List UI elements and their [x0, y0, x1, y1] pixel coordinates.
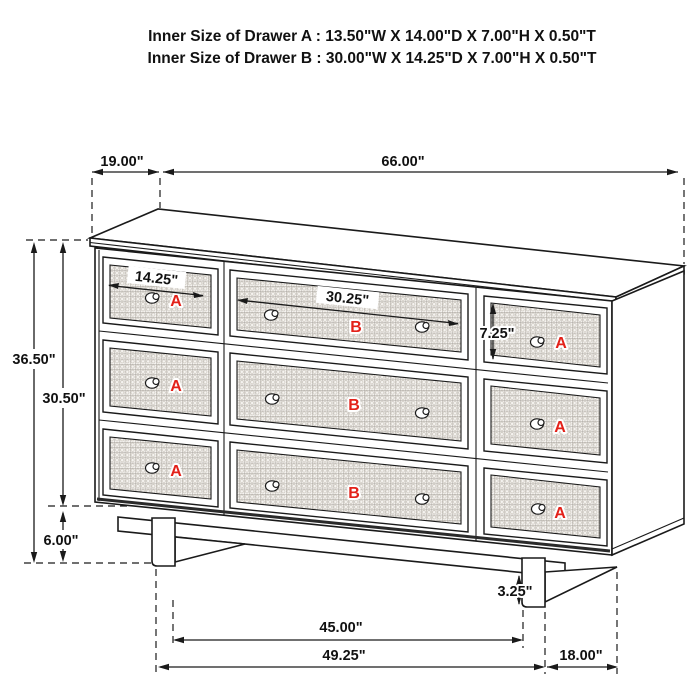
drawer-a-left-middle: [103, 340, 218, 424]
knob-icon: [266, 394, 280, 404]
knob-icon: [531, 419, 545, 429]
knob-icon: [266, 481, 280, 491]
dim-label: 3.25": [497, 584, 533, 600]
dim-label: 7.25": [479, 326, 515, 342]
knob-icon: [265, 310, 279, 320]
dim-label: 30.50": [42, 391, 86, 407]
dim-leg-height-left: [38, 511, 85, 562]
dim-base-inner-width: [173, 620, 523, 643]
knob-icon: [416, 322, 430, 332]
knob-icon: [531, 337, 545, 347]
case-right-side: [612, 271, 684, 555]
dim-label: 19.00": [100, 154, 144, 170]
dim-label: 49.25": [322, 648, 366, 664]
dim-label: 36.50": [12, 352, 56, 368]
dim-label: 18.00": [559, 648, 603, 664]
drawer-a-right-middle: [484, 379, 607, 463]
right-support: [545, 567, 617, 602]
drawer-letter: B: [350, 319, 362, 336]
knob-icon: [146, 463, 160, 473]
dim-case-height: [38, 242, 91, 506]
inner-size-b-text: Inner Size of Drawer B : 30.00"W X 14.25"D X 7.00"H X 0.50"T: [147, 50, 597, 67]
knob-icon: [416, 494, 430, 504]
dim-base-width: [158, 648, 545, 670]
knob-icon: [532, 504, 546, 514]
knob-icon: [146, 378, 160, 388]
inner-size-a-text: Inner Size of Drawer A : 13.50"W X 14.00"D X 7.00"H X 0.50"T: [148, 28, 596, 45]
drawer-letter: A: [170, 463, 182, 480]
drawer-letter: A: [170, 378, 182, 395]
drawer-a-left-bottom: [103, 429, 218, 507]
drawer-letter: A: [554, 505, 566, 522]
dim-label: 14.25": [134, 268, 179, 290]
dim-label: 6.00": [43, 533, 79, 549]
knob-icon: [416, 408, 430, 418]
drawer-letter: B: [348, 485, 360, 502]
dim-top-depth: [92, 154, 159, 175]
dim-base-depth: [547, 648, 618, 670]
left-leg: [152, 518, 175, 566]
dim-label: 45.00": [319, 620, 363, 636]
drawer-letter: A: [554, 419, 566, 436]
drawer-letter: B: [348, 397, 360, 414]
dim-label: 66.00": [381, 154, 425, 170]
knob-icon: [146, 293, 160, 303]
dim-label: 30.25": [325, 288, 370, 310]
drawer-letter: A: [555, 335, 567, 352]
dresser: [90, 209, 684, 607]
drawer-letter: A: [170, 293, 182, 310]
drawer-a-right-bottom: [484, 468, 607, 546]
header-note: [148, 28, 597, 67]
dim-top-width: [163, 154, 678, 175]
